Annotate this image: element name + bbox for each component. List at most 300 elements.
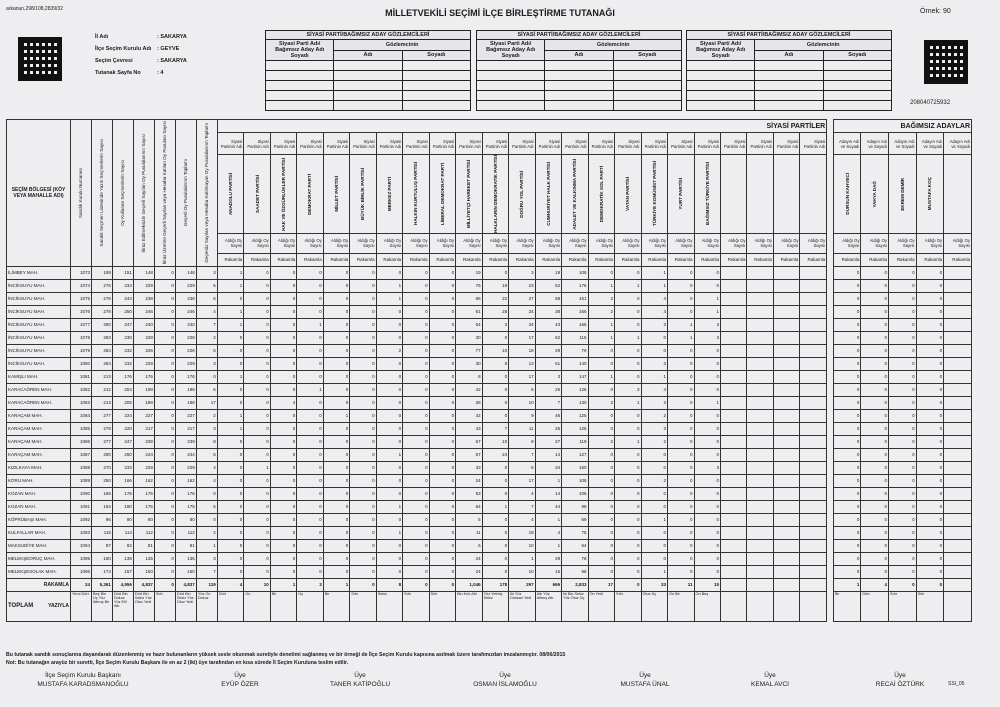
count-cell: 7 (196, 318, 217, 331)
count-cell: 198 (133, 383, 154, 396)
party-name (376, 155, 402, 234)
total-count-cell: 4,837 (175, 578, 196, 591)
party-vote-cell: 0 (482, 552, 508, 565)
independent-vote-cell (944, 292, 972, 305)
independent-vote-cell: 0 (916, 539, 944, 552)
party-vote-cell: 66 (456, 292, 482, 305)
party-vote-cell: 3 (641, 422, 667, 435)
count-cell: 238 (175, 292, 196, 305)
party-vote-cell: 0 (323, 370, 349, 383)
party-vote-cell: 0 (403, 318, 429, 331)
digits-label: Rakamla (403, 253, 429, 266)
party-vote-cell: 0 (297, 331, 323, 344)
votes-label: Aldığı Oy Sayısı (297, 233, 323, 253)
words-party-cell: Sıfır (615, 591, 641, 621)
party-vote-cell: 29 (535, 344, 561, 357)
party-name (588, 155, 614, 234)
words-count-cell: Sıfır (154, 591, 175, 621)
party-vote-cell: 166 (562, 318, 588, 331)
party-vote-cell: 161 (562, 292, 588, 305)
party-vote-cell: 0 (641, 331, 667, 344)
party-vote-cell: 1 (217, 266, 243, 279)
observer-box (265, 30, 471, 111)
independent-vote-cell: 0 (861, 318, 889, 331)
party-vote-cell: 24 (456, 552, 482, 565)
info-label: İlçe Seçim Kurulu Adı (95, 46, 152, 52)
observer-box (476, 30, 682, 111)
party-vote-cell: 0 (297, 539, 323, 552)
count-cell: 217 (175, 422, 196, 435)
party-vote-cell (720, 422, 746, 435)
words-party-cell: Yüz Yetmiş Sekiz (482, 591, 508, 621)
independent-vote-cell: 0 (861, 396, 889, 409)
total-party-cell: 1 (270, 578, 296, 591)
independent-vote-cell: 0 (916, 383, 944, 396)
party-vote-cell: 0 (244, 487, 270, 500)
party-vote-cell (720, 565, 746, 578)
party-vote-cell: 0 (297, 357, 323, 370)
independent-vote-cell: 0 (833, 318, 861, 331)
count-cell: 0 (154, 266, 175, 279)
count-cell: 250 (112, 448, 133, 461)
total-party-cell (773, 578, 799, 591)
party-vote-cell: 0 (297, 500, 323, 513)
digits-label: Rakamla (350, 253, 376, 266)
observer-row (266, 61, 471, 71)
digits-label: Rakamla (833, 253, 861, 266)
party-vote-cell: 0 (217, 331, 243, 344)
count-cell: 162 (133, 474, 154, 487)
party-vote-cell: 44 (535, 500, 561, 513)
independent-name-label: EKREM DEMİR (899, 177, 905, 211)
count-cell: 229 (175, 357, 196, 370)
independent-vote-cell: 0 (916, 292, 944, 305)
party-vote-cell: 0 (641, 539, 667, 552)
votes-label: Aldığı Oy Sayısı (944, 233, 972, 253)
party-vote-cell: 0 (217, 435, 243, 448)
party-vote-cell: 0 (482, 409, 508, 422)
district-name: İNCİKSUYU MAH. (7, 279, 71, 292)
independent-vote-cell: 0 (916, 357, 944, 370)
observer-row (477, 91, 682, 101)
count-cell: 166 (112, 474, 133, 487)
total-party-cell: 4 (217, 578, 243, 591)
party-vote-cell (773, 305, 799, 318)
party-vote-cell: 108 (562, 474, 588, 487)
party-vote-cell (720, 383, 746, 396)
party-vote-cell: 0 (429, 422, 455, 435)
party-vote-cell: 0 (270, 357, 296, 370)
party-vote-cell (720, 292, 746, 305)
party-vote-cell: 1 (615, 396, 641, 409)
words-party-cell: On Bir (668, 591, 694, 621)
party-vote-cell (800, 357, 827, 370)
independent-subheader: Adayın Adı ve Soyadı (833, 133, 861, 155)
party-vote-cell: 38 (535, 305, 561, 318)
digits-label: Rakamla (720, 253, 746, 266)
party-vote-cell: 0 (694, 266, 720, 279)
party-vote-cell: 0 (694, 279, 720, 292)
party-name (429, 155, 455, 234)
words-independent-cell (944, 591, 972, 621)
count-cell: 280 (91, 448, 112, 461)
party-vote-cell: 0 (588, 357, 614, 370)
independent-vote-cell: 0 (861, 474, 889, 487)
independent-vote-cell: 0 (889, 383, 917, 396)
party-subheader: Siyasi Partinin Adı (535, 133, 561, 155)
party-vote-cell: 0 (429, 552, 455, 565)
party-vote-cell: 0 (668, 292, 694, 305)
independent-vote-cell: 0 (889, 318, 917, 331)
party-vote-cell: 0 (615, 409, 641, 422)
party-vote-cell (747, 526, 773, 539)
party-vote-cell: 8 (509, 461, 535, 474)
party-vote-cell (773, 552, 799, 565)
party-vote-cell: 0 (323, 305, 349, 318)
party-vote-cell: 2 (641, 409, 667, 422)
party-vote-cell (773, 461, 799, 474)
party-vote-cell (773, 474, 799, 487)
count-cell: 1084 (71, 409, 92, 422)
party-vote-cell: 130 (562, 396, 588, 409)
party-vote-cell: 0 (403, 539, 429, 552)
party-vote-cell: 3 (509, 266, 535, 279)
party-vote-cell (773, 344, 799, 357)
independent-vote-cell: 0 (861, 383, 889, 396)
count-cell: 0 (154, 513, 175, 526)
party-subheader: Siyasi Partinin Adı (720, 133, 746, 155)
signature-role: Üye (354, 672, 366, 679)
party-vote-cell: 1 (217, 305, 243, 318)
signature-block (440, 672, 570, 688)
count-cell: 278 (91, 305, 112, 318)
party-vote-cell: 0 (668, 500, 694, 513)
digits-label: Rakamla (773, 253, 799, 266)
count-cell: 176 (112, 487, 133, 500)
party-vote-cell: 0 (376, 552, 402, 565)
independent-vote-cell: 0 (861, 357, 889, 370)
signature-block (18, 672, 148, 688)
independent-vote-cell: 0 (916, 526, 944, 539)
party-vote-cell: 0 (429, 526, 455, 539)
party-vote-cell: 1 (641, 565, 667, 578)
party-vote-cell: 24 (456, 565, 482, 578)
party-vote-cell: 0 (323, 448, 349, 461)
count-cell: 176 (133, 487, 154, 500)
party-vote-cell: 69 (562, 513, 588, 526)
page-code: SSI_05 (948, 681, 965, 687)
count-cell: 250 (112, 305, 133, 318)
words-party-cell: Sıfır (403, 591, 429, 621)
count-cell: 240 (175, 318, 196, 331)
independent-name (944, 155, 972, 234)
table-row (7, 318, 972, 331)
party-vote-cell (800, 448, 827, 461)
party-vote-cell: 0 (244, 448, 270, 461)
independent-vote-cell: 0 (889, 526, 917, 539)
party-vote-cell (773, 383, 799, 396)
party-vote-cell: 0 (588, 461, 614, 474)
party-vote-cell: 0 (323, 344, 349, 357)
count-cell: 1081 (71, 370, 92, 383)
independent-vote-cell: 0 (889, 370, 917, 383)
total-party-cell: 1,046 (456, 578, 482, 591)
total-party-cell: 11 (668, 578, 694, 591)
party-vote-cell: 0 (615, 266, 641, 279)
independent-vote-cell: 0 (861, 565, 889, 578)
count-header-label: İtiraz Üzerine Geçerli Sayılan veya Hesaba Katılan Oy Pusulası Sayısı (162, 121, 168, 265)
party-vote-cell (773, 500, 799, 513)
independent-vote-cell: 0 (916, 305, 944, 318)
party-vote-cell: 1 (588, 318, 614, 331)
digits-label: Rakamla (244, 253, 270, 266)
count-cell: 96 (91, 513, 112, 526)
independent-vote-cell: 0 (916, 448, 944, 461)
party-name (270, 155, 296, 234)
party-vote-cell: 0 (694, 370, 720, 383)
count-cell: 217 (133, 422, 154, 435)
party-vote-cell: 0 (270, 565, 296, 578)
party-vote-cell: 0 (270, 383, 296, 396)
party-vote-cell: 0 (217, 500, 243, 513)
independent-vote-cell (944, 487, 972, 500)
party-vote-cell: 79 (562, 344, 588, 357)
independent-vote-cell: 0 (916, 552, 944, 565)
count-cell: 0 (154, 409, 175, 422)
party-vote-cell: 0 (482, 526, 508, 539)
votes-label: Aldığı Oy Sayısı (833, 233, 861, 253)
party-vote-cell: 0 (217, 487, 243, 500)
independent-vote-cell (944, 474, 972, 487)
party-vote-cell: 17 (509, 370, 535, 383)
district-name: KULFALLAR MAH. (7, 526, 71, 539)
sample-no: Örnek: 90 (920, 8, 951, 15)
words-independent-cell: Sıfır (916, 591, 944, 621)
independent-vote-cell: 0 (861, 422, 889, 435)
party-vote-cell: 0 (244, 396, 270, 409)
party-subheader: Siyasi Partinin Adı (217, 133, 243, 155)
party-vote-cell (720, 318, 746, 331)
party-vote-cell: 0 (429, 539, 455, 552)
party-vote-cell (720, 370, 746, 383)
party-vote-cell: 11 (509, 422, 535, 435)
party-vote-cell: 0 (270, 448, 296, 461)
count-cell: 1087 (71, 448, 92, 461)
words-party-cell: İki Bin Sekiz Yüz Otuz Üç (562, 591, 588, 621)
independent-vote-cell: 0 (833, 565, 861, 578)
party-vote-cell: 0 (323, 539, 349, 552)
party-vote-cell (800, 565, 827, 578)
party-vote-cell: 1 (641, 513, 667, 526)
count-cell: 0 (154, 305, 175, 318)
party-vote-cell: 28 (456, 396, 482, 409)
party-vote-cell: 15 (535, 565, 561, 578)
party-vote-cell: 0 (482, 370, 508, 383)
party-vote-cell: 0 (270, 331, 296, 344)
count-cell: 278 (91, 422, 112, 435)
count-header-label: Geçersiz Sayılan veya Hesaba Katılmayan Oy Pusulalarının Toplamı (204, 123, 210, 263)
digits-label: Rakamla (376, 253, 402, 266)
party-vote-cell: 0 (429, 318, 455, 331)
count-cell: 186 (91, 487, 112, 500)
independent-vote-cell (944, 422, 972, 435)
independent-vote-cell: 0 (861, 487, 889, 500)
count-header (112, 120, 133, 267)
words-count-cell: Yirmi Dört (71, 591, 92, 621)
party-vote-cell: 0 (350, 539, 376, 552)
table-row (7, 461, 972, 474)
party-subheader: Siyasi Partinin Adı (403, 133, 429, 155)
independent-vote-cell: 0 (916, 487, 944, 500)
party-vote-cell (747, 370, 773, 383)
party-name (641, 155, 667, 234)
count-cell: 3 (196, 357, 217, 370)
table-row (7, 435, 972, 448)
party-vote-cell: 0 (403, 500, 429, 513)
info-value: : 4 (157, 70, 164, 76)
table-row (7, 448, 972, 461)
count-cell: 4 (196, 305, 217, 318)
party-vote-cell (747, 409, 773, 422)
count-cell: 277 (91, 435, 112, 448)
signature-role: Üye (499, 672, 511, 679)
party-vote-cell (773, 422, 799, 435)
independent-name-label: YAHYA DAĞ (872, 180, 878, 208)
party-vote-cell: 0 (217, 539, 243, 552)
total-count-cell: 119 (196, 578, 217, 591)
party-vote-cell (800, 396, 827, 409)
party-vote-cell (747, 422, 773, 435)
party-vote-cell: 1 (668, 318, 694, 331)
results-table (6, 119, 972, 622)
votes-label: Aldığı Oy Sayısı (270, 233, 296, 253)
count-header-label: Sandık Seçmen Listesinde Yazılı Seçmenlerin Sayısı (99, 139, 105, 247)
signature-block (580, 672, 710, 688)
words-party-cell: Altı Yüz Altmış Altı (535, 591, 561, 621)
total-count-cell: 0 (154, 578, 175, 591)
party-vote-cell: 0 (588, 500, 614, 513)
party-vote-cell: 0 (482, 539, 508, 552)
party-vote-cell: 0 (482, 487, 508, 500)
party-name-label: BAĞIMSIZ TÜRKİYE PARTİSİ (704, 162, 710, 226)
total-label: TOPLAM (8, 603, 34, 610)
party-vote-cell: 0 (482, 461, 508, 474)
party-vote-cell: 0 (668, 344, 694, 357)
independent-vote-cell: 0 (861, 513, 889, 526)
table-row (7, 266, 972, 279)
party-vote-cell (720, 331, 746, 344)
independent-vote-cell (944, 526, 972, 539)
count-cell: 1082 (71, 383, 92, 396)
total-count-cell: 4,956 (112, 578, 133, 591)
table-row (7, 552, 972, 565)
party-vote-cell: 0 (323, 331, 349, 344)
digits-label: Rakamla (297, 253, 323, 266)
party-vote-cell: 1 (535, 474, 561, 487)
party-vote-cell (747, 487, 773, 500)
count-cell: 0 (154, 552, 175, 565)
party-vote-cell: 1 (588, 370, 614, 383)
party-name-label: HALKLARIN DEMOKRATİK PARTİSİ (492, 155, 498, 233)
count-cell: 2 (196, 331, 217, 344)
district-name: KIZILKAYA MAH. (7, 461, 71, 474)
count-cell: 180 (91, 552, 112, 565)
party-vote-cell: 0 (615, 344, 641, 357)
count-cell: 1094 (71, 539, 92, 552)
party-vote-cell: 19 (535, 266, 561, 279)
words-count-cell: Yüz On Dokuz (196, 591, 217, 621)
signature-name: OSMAN İSLAMOĞLU (473, 681, 537, 688)
count-cell: 1095 (71, 552, 92, 565)
party-vote-cell: 0 (403, 344, 429, 357)
count-cell: 6 (196, 448, 217, 461)
words-party-cell: Bir (323, 591, 349, 621)
party-vote-cell: 0 (244, 526, 270, 539)
count-cell: 2 (196, 409, 217, 422)
words-party-cell: On (244, 591, 270, 621)
info-row (95, 58, 245, 70)
count-cell: 8 (196, 435, 217, 448)
words-party-cell: Bin Kırk Altı (456, 591, 482, 621)
total-party-cell: 33 (641, 578, 667, 591)
party-vote-cell: 0 (668, 526, 694, 539)
party-vote-cell: 0 (350, 474, 376, 487)
party-name (456, 155, 482, 234)
party-name (800, 155, 827, 234)
party-vote-cell: 0 (270, 344, 296, 357)
party-vote-cell: 30 (456, 357, 482, 370)
digits-label: Rakamla (323, 253, 349, 266)
party-vote-cell: 27 (509, 292, 535, 305)
observer-header: Gözlemcinin (334, 40, 471, 51)
party-vote-cell: 34 (509, 318, 535, 331)
votes-label: Aldığı Oy Sayısı (588, 233, 614, 253)
party-vote-cell: 0 (323, 474, 349, 487)
party-name (562, 155, 588, 234)
district-name: İNCİKSUYU MAH. (7, 331, 71, 344)
independent-vote-cell: 0 (916, 318, 944, 331)
observer-header: Gözlemcinin (545, 40, 682, 51)
independent-vote-cell: 0 (833, 305, 861, 318)
independent-vote-cell (944, 344, 972, 357)
party-vote-cell: 105 (562, 487, 588, 500)
party-vote-cell (773, 279, 799, 292)
party-vote-cell (720, 539, 746, 552)
district-name: KARAÇAM MAH. (7, 448, 71, 461)
party-vote-cell: 0 (615, 461, 641, 474)
party-vote-cell: 4 (535, 526, 561, 539)
info-value: : SAKARYA (157, 34, 187, 40)
party-vote-cell: 1 (376, 279, 402, 292)
district-name: KARAÇAM MAH. (7, 422, 71, 435)
party-vote-cell: 0 (376, 539, 402, 552)
party-vote-cell: 0 (403, 383, 429, 396)
party-vote-cell: 0 (694, 344, 720, 357)
votes-label: Aldığı Oy Sayısı (773, 233, 799, 253)
party-vote-cell: 125 (562, 409, 588, 422)
signature-name: MUSTAFA ÜNAL (620, 681, 670, 688)
count-cell: 228 (133, 331, 154, 344)
party-vote-cell: 24 (482, 448, 508, 461)
totals-digits-row (7, 578, 972, 591)
party-vote-cell: 0 (244, 383, 270, 396)
observer-row (687, 81, 892, 91)
party-vote-cell (720, 435, 746, 448)
party-vote-cell: 1 (297, 318, 323, 331)
party-vote-cell: 4 (641, 305, 667, 318)
party-vote-cell: 42 (456, 383, 482, 396)
observer-row (687, 61, 892, 71)
